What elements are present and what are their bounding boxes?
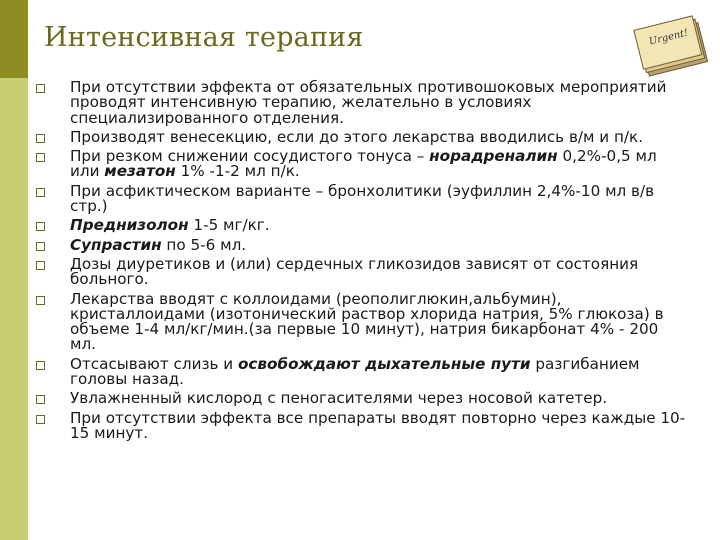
bullet-item	[36, 235, 686, 254]
bullet-item	[36, 127, 686, 146]
bullet-text: разгибанием головы назад.	[70, 354, 640, 389]
square-bullet-icon	[36, 153, 45, 162]
bullet-text: Отсасывают слизь и	[70, 354, 238, 373]
sidebar-accent	[0, 0, 28, 540]
bullet-item	[36, 408, 686, 442]
bullet-text: Лекарства вводят с коллоидами (реополиглюкин,альбумин), кристаллоидами (изотонический раствор хлорида натрия, 5% глюкоза) в объеме 1-4 мл/кг/мин.(за первые 10 минут), натрия бикарбонат 4% - 200 мл.	[70, 289, 664, 354]
square-bullet-icon	[36, 134, 45, 143]
square-bullet-icon	[36, 395, 45, 404]
bullet-text: Производят венесекцию, если до этого лекарства вводились в/м и п/к.	[70, 127, 644, 146]
bullet-text: по 5-6 мл.	[161, 235, 247, 254]
bullet-text: 0,2%-0,5 мл или	[70, 147, 657, 181]
square-bullet-icon	[36, 261, 45, 270]
bullet-item	[36, 354, 686, 389]
bullet-item	[36, 254, 686, 289]
bullet-item	[36, 289, 686, 354]
square-bullet-icon	[36, 242, 45, 251]
square-bullet-icon	[36, 188, 45, 197]
bullet-list	[36, 80, 686, 445]
bullet-item	[36, 181, 686, 216]
emphasized-term: Преднизолон	[70, 216, 189, 235]
sidebar-bottom-band	[0, 78, 28, 540]
emphasized-term: Супрастин	[70, 235, 162, 254]
square-bullet-icon	[36, 361, 45, 370]
bullet-item	[36, 391, 686, 406]
bullet-item	[36, 149, 686, 180]
square-bullet-icon	[36, 296, 45, 305]
emphasized-term: норадреналин	[429, 147, 558, 166]
sidebar-top-band	[0, 0, 28, 78]
urgent-note-label: Urgent!	[647, 27, 690, 48]
bullet-text: Увлажненный кислород с пеногасителями через носовой катетер.	[70, 389, 608, 408]
square-bullet-icon	[36, 222, 45, 231]
emphasized-term: освобождают дыхательные пути	[238, 354, 531, 373]
bullet-text: При резком снижении сосудистого тонуса –	[70, 147, 430, 166]
bullet-item	[36, 218, 686, 233]
bullet-text: При отсутствии эффекта все препараты вводят повторно через каждые 10-15 минут.	[70, 408, 686, 442]
slide-title: Интенсивная терапия	[44, 22, 364, 53]
bullet-text: 1% -1-2 мл п/к.	[175, 162, 300, 181]
bullet-text: При отсутствии эффекта от обязательных противошоковых мероприятий проводят интенсивную терапию, желательно в условиях специализированного отделения.	[70, 78, 667, 127]
emphasized-term: мезатон	[104, 162, 176, 181]
bullet-text: Дозы диуретиков и (или) сердечных гликозидов зависят от состояния больного.	[70, 254, 639, 289]
urgent-note-icon	[628, 8, 712, 78]
bullet-item	[36, 80, 686, 126]
bullet-text: При асфиктическом варианте – бронхолитики (эуфиллин 2,4%-10 мл в/в стр.)	[70, 181, 655, 216]
square-bullet-icon	[36, 415, 45, 424]
square-bullet-icon	[36, 84, 45, 93]
bullet-text: 1-5 мг/кг.	[188, 216, 270, 235]
